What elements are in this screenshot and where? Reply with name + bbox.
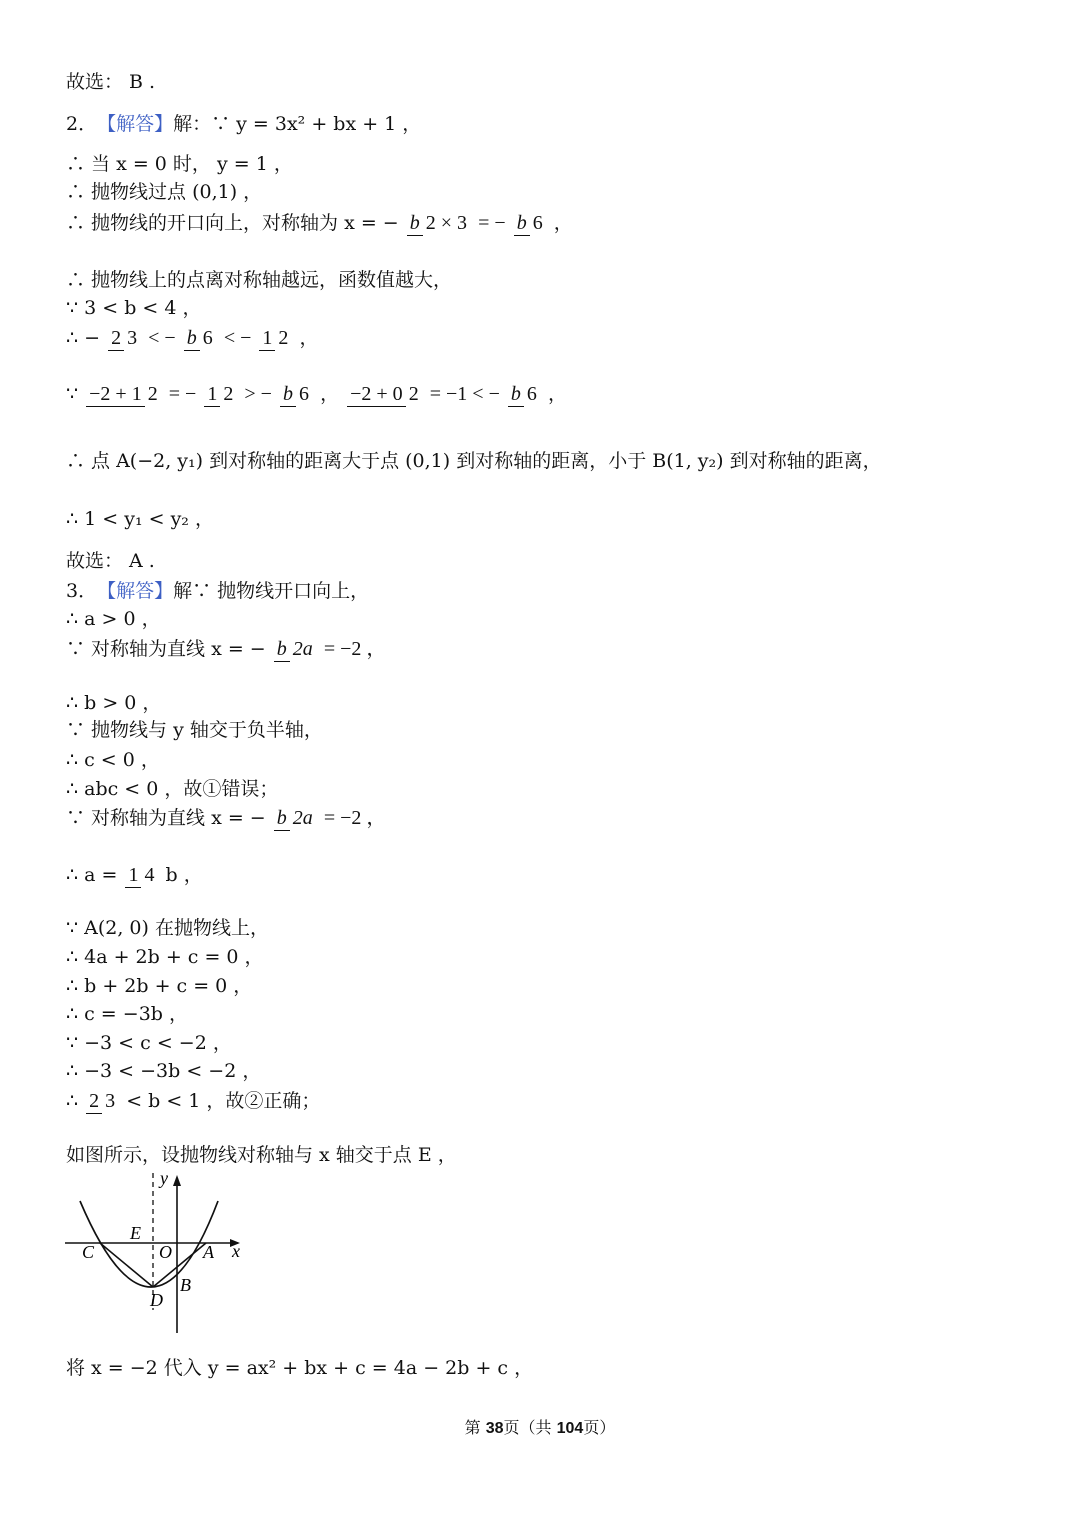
denominator: 4	[144, 864, 155, 887]
math-text: = −2 ，	[323, 638, 387, 660]
line-text: 将 x = −2 代入 y = ax² + bx + c = 4a − 2b + c ，	[66, 1357, 534, 1379]
denominator: 6	[526, 383, 537, 406]
numerator: 2	[86, 1089, 102, 1114]
line-a-equals	[66, 862, 203, 888]
numerator: b	[274, 637, 290, 662]
line-text: ∴ a > 0 ，	[66, 608, 161, 630]
math-text: ∵ 对称轴为直线 x = −	[66, 807, 266, 829]
numerator: 2	[108, 326, 124, 351]
fraction	[125, 862, 157, 888]
line-comparison	[66, 381, 567, 407]
question-number: 2．	[66, 113, 98, 135]
denominator: 2	[278, 327, 289, 350]
fraction	[407, 210, 470, 236]
line-text: ∴ 抛物线的开口向上，对称轴为 x = −	[66, 212, 399, 234]
answer-tag: 【解答】	[97, 113, 174, 135]
label-c: C	[82, 1242, 95, 1262]
denominator: 2 × 3	[425, 212, 468, 235]
math-text: ，	[547, 383, 567, 405]
fraction	[184, 325, 216, 351]
fraction	[514, 210, 546, 236]
math-text: ，	[553, 212, 573, 234]
fraction	[347, 381, 422, 407]
line-inequality	[66, 325, 318, 351]
math-text: b ，	[165, 864, 203, 886]
fraction	[274, 805, 316, 831]
math-text: = −	[478, 212, 506, 234]
footer-text: 页）	[583, 1418, 616, 1437]
line-text: ∵ A(2, 0) 在抛物线上，	[66, 917, 269, 939]
line-text: ∴ 点 A(−2, y₁) 到对称轴的距离大于点 (0,1) 到对称轴的距离，小于 B(1, y₂) 到对称轴的距离，	[66, 450, 882, 472]
line-text: ∴ abc < 0 ，故①错误；	[66, 778, 279, 800]
math-text: ∴ −	[66, 327, 101, 349]
denominator: 3	[105, 1090, 116, 1113]
label-x: x	[232, 1241, 240, 1261]
fraction	[108, 325, 140, 351]
line-text: ∵ −3 < c < −2 ，	[66, 1032, 232, 1054]
math-text: < b < 1 ，故②正确；	[126, 1090, 321, 1112]
numerator: b	[274, 806, 290, 831]
line-text: ∴ 抛物线过点 (0,1) ，	[66, 181, 263, 203]
denominator: 2	[408, 383, 419, 406]
math-text: ，	[320, 383, 340, 405]
numerator: b	[407, 211, 423, 236]
math-text: = −1 < −	[429, 383, 500, 405]
label-a: A	[203, 1242, 214, 1262]
line-answer-a: 故选： A .	[66, 550, 155, 572]
line-q2-header	[66, 111, 421, 136]
numerator: −2 + 1	[86, 382, 145, 407]
denominator: 2a	[292, 638, 313, 661]
math-text: ，	[299, 327, 319, 349]
line-axis-formula	[66, 805, 386, 831]
line-q3-header	[66, 578, 369, 603]
label-d: D	[150, 1290, 163, 1310]
denominator: 2	[223, 383, 234, 406]
numerator: b	[508, 382, 524, 407]
line-text: ∴ c = −3b ，	[66, 1003, 188, 1025]
fraction	[86, 381, 161, 407]
line-text: ∴ c < 0 ，	[66, 749, 160, 771]
math-text: < −	[148, 327, 176, 349]
math-text: > −	[244, 383, 272, 405]
line-axis-formula	[66, 210, 573, 236]
line-text: ∴ 抛物线上的点离对称轴越远，函数值越大，	[66, 269, 453, 291]
math-text: ∵	[66, 383, 79, 405]
numerator: b	[184, 326, 200, 351]
line-text: ∴ b > 0 ，	[66, 692, 162, 714]
label-y: y	[160, 1168, 168, 1188]
line-answer-b: 故选： B .	[66, 71, 156, 93]
line-text: ∴ 4a + 2b + c = 0 ，	[66, 946, 264, 968]
numerator: −2 + 0	[347, 382, 406, 407]
footer-text: 页（共	[503, 1418, 557, 1437]
denominator: 6	[532, 212, 543, 235]
numerator: b	[514, 211, 530, 236]
line-axis-formula	[66, 636, 386, 662]
label-o: O	[159, 1242, 172, 1262]
y-axis-arrow	[173, 1175, 181, 1186]
line-text: ∵ 3 < b < 4 ，	[66, 297, 202, 319]
line-text: 解：∵ y = 3x² + bx + 1 ，	[173, 113, 422, 135]
fraction	[259, 325, 291, 351]
page-footer	[0, 1415, 1080, 1438]
parabola-figure	[60, 1165, 260, 1340]
line-text: 如图所示，设抛物线对称轴与 x 轴交于点 E ，	[66, 1144, 457, 1166]
math-text: = −	[168, 383, 197, 405]
fraction	[274, 636, 316, 662]
numerator: 1	[125, 863, 141, 888]
label-b: B	[180, 1275, 191, 1295]
fraction	[204, 381, 236, 407]
numerator: b	[280, 382, 296, 407]
denominator: 2a	[292, 807, 313, 830]
math-text: = −2 ，	[323, 807, 387, 829]
question-number: 3．	[66, 580, 98, 602]
numerator: 1	[259, 326, 275, 351]
line-text: ∴ 当 x = 0 时， y = 1 ，	[66, 153, 293, 175]
line-text: ∵ 抛物线与 y 轴交于负半轴，	[66, 719, 323, 741]
denominator: 6	[299, 383, 310, 406]
line-text: 解∵ 抛物线开口向上，	[173, 580, 370, 602]
page-number: 38	[485, 1420, 504, 1437]
math-text: ∴ a =	[66, 864, 118, 886]
denominator: 3	[127, 327, 138, 350]
line-text: ∴ −3 < −3b < −2 ，	[66, 1060, 262, 1082]
fraction	[86, 1088, 118, 1114]
math-text: ∵ 对称轴为直线 x = −	[66, 638, 266, 660]
line-text: ∴ 1 < y₁ < y₂ ，	[66, 508, 214, 530]
footer-text: 第	[464, 1418, 486, 1437]
answer-tag: 【解答】	[97, 580, 174, 602]
denominator: 2	[147, 383, 158, 406]
numerator: 1	[204, 382, 220, 407]
segment-cd	[100, 1243, 153, 1287]
label-e: E	[130, 1223, 141, 1243]
fraction	[508, 381, 540, 407]
line-b-range	[66, 1088, 320, 1114]
line-text: ∴ b + 2b + c = 0 ，	[66, 975, 253, 997]
math-text: < −	[223, 327, 252, 349]
denominator: 6	[202, 327, 213, 350]
total-pages: 104	[556, 1420, 584, 1437]
fraction	[280, 381, 312, 407]
math-text: ∴	[66, 1090, 79, 1112]
